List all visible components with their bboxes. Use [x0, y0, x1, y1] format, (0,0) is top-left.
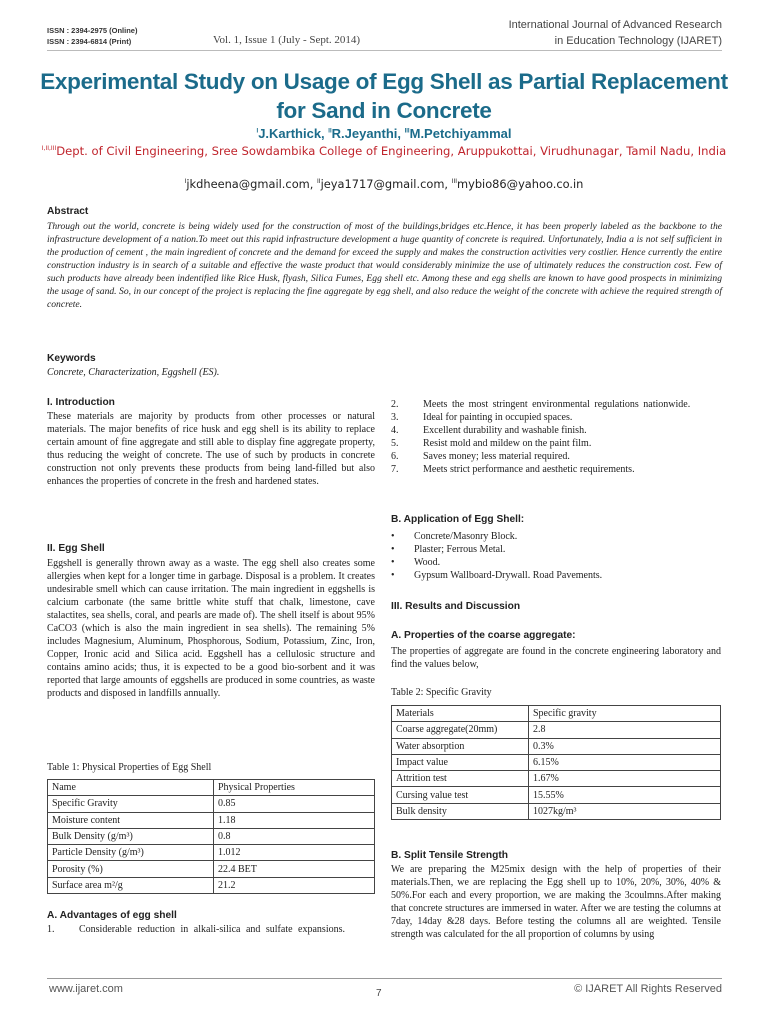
table-header-cell: Specific gravity [529, 706, 721, 722]
table-cell: 1027kg/m³ [529, 803, 721, 819]
author3: M.Petchiyammal [409, 126, 512, 141]
table-cell: Moisture content [48, 812, 214, 828]
bullet-icon: • [391, 544, 395, 556]
intro-text: These materials are majority by products from other processes or natural materials. The major benefits of rice husk and egg shell is its ability to replace certain amount of fine aggregate and still able to display fine aggregate property, thus reducing the weight of concrete. The use of such by products in concrete construction not only prevents these products from being land-filled but also enhances the properties of concrete in the fresh and hardened states. [47, 411, 375, 488]
header-divider [47, 50, 722, 51]
list-item [391, 450, 721, 463]
list-item [391, 556, 602, 569]
journal-name [509, 17, 722, 49]
table2 [391, 705, 721, 820]
list-item-text: Resist mold and mildew on the paint film. [423, 438, 592, 450]
table-row [392, 771, 721, 787]
author1: J.Karthick, [258, 126, 329, 141]
table-cell: Attrition test [392, 771, 529, 787]
table-cell: 15.55% [529, 787, 721, 803]
list-item-number: 1. [47, 924, 55, 935]
table-cell: Porosity (%) [48, 861, 214, 877]
journal-name-line2: in Education Technology (IJARET) [554, 35, 722, 47]
list-item-text: Meets strict performance and aesthetic requirements. [423, 464, 635, 476]
table-cell: 1.67% [529, 771, 721, 787]
advantages-list-part1 [47, 923, 375, 936]
affiliation-text: Dept. of Civil Engineering, Sree Sowdambika College of Engineering, Aruppukottai, Virudhunagar, Tamil Nadu, India [56, 144, 727, 158]
footer-copyright: © IJARET All Rights Reserved [574, 983, 722, 995]
table-row [392, 787, 721, 803]
email3-mark: III [451, 178, 457, 186]
table-row [48, 877, 375, 893]
list-item-text: Wood. [414, 557, 441, 569]
keywords-text: Concrete, Characterization, Eggshell (ES). [47, 367, 220, 378]
split-tensile-text: We are preparing the M25mix design with the help of properties of their materials.Then, we are replacing the Egg shell up to 10%, 20%, 30%, 40% & 50%.For each and every proportion, we are making the 3coulmns.After making that concrete structures are immersed in water. After we are testing the columns at 7day, 14day &28 days. Before testing the columns all are weighted. Tensile strength was calculated for the all proportion of columns by using [391, 864, 721, 941]
author2-mark: II [328, 128, 332, 135]
affiliation [40, 143, 728, 159]
list-item-text: Ideal for painting in occupied spaces. [423, 412, 573, 424]
list-item [47, 923, 375, 936]
email1-mark: I [184, 178, 187, 186]
issn-block [47, 25, 137, 47]
table-row [392, 803, 721, 819]
coarse-aggregate-heading: A. Properties of the coarse aggregate: [391, 630, 576, 641]
table-cell: 1.012 [214, 845, 375, 861]
abstract-text: Through out the world, concrete is being widely used for the construction of most of the buildings,bridges etc.Hence, it has been properly labeled as the backbone to the infrastructure development of a nation.To meet out this rapid infrastructure development a huge quantity of concrete is required. Unfortunately, India a is not self sufficient in the production of cement , the main ingredient of concrete and the demand for exceed the supply and makes the construction activities very costlier. Hence currently the entire construction industry is in search of a suitable and effective the waste product that would considerably minimize the use of ultimately reduces the construction cost. Few of such products have already been indentified like Rice Husk, flyash, Silica Fumes, Egg shell etc. Among these and egg shells are known to have good prospects in minimizing the usage of sand. So, in our concept of the project is replacing the fine aggregate by egg shell, and also reduce the weight of the concrete with achieve the required strength of concrete. [47, 221, 722, 310]
keywords-heading: Keywords [47, 353, 96, 364]
split-tensile-heading: B. Split Tensile Strength [391, 850, 508, 861]
footer-website[interactable]: www.ijaret.com [49, 983, 123, 995]
table-row [48, 861, 375, 877]
table-header-cell: Name [48, 780, 214, 796]
affiliation-mark: I,II,III [41, 145, 57, 153]
list-item-text: Concrete/Masonry Block. [414, 531, 518, 542]
eggshell-heading: II. Egg Shell [47, 543, 105, 554]
table-cell: 6.15% [529, 754, 721, 770]
table-cell: 1.18 [214, 812, 375, 828]
list-item-text: Meets the most stringent environmental regulations nationwide. [423, 399, 691, 410]
author1-mark: I [256, 128, 259, 135]
table-header-cell: Materials [392, 706, 529, 722]
author2: R.Jeyanthi, [331, 126, 405, 141]
table-cell: Cursing value test [392, 787, 529, 803]
author3-mark: III [404, 128, 410, 135]
list-item-text: Saves money; less material required. [423, 451, 570, 463]
list-item [391, 463, 721, 476]
table-cell: Impact value [392, 754, 529, 770]
results-text: The properties of aggregate are found in the concrete engineering laboratory and find the values below, [391, 646, 721, 671]
list-item [391, 398, 721, 411]
list-item [391, 411, 721, 424]
table-cell: 21.2 [214, 877, 375, 893]
bullet-icon: • [391, 531, 395, 542]
issn-online: ISSN : 2394-2975 (Online) [47, 26, 138, 35]
authors [0, 126, 768, 141]
table-cell: 0.85 [214, 796, 375, 812]
list-item [391, 543, 602, 556]
table-cell: Specific Gravity [48, 796, 214, 812]
footer-divider [47, 978, 722, 979]
table1-caption: Table 1: Physical Properties of Egg Shell [47, 762, 212, 773]
table-row [48, 812, 375, 828]
table-row [392, 722, 721, 738]
table-row [48, 796, 375, 812]
email1[interactable]: jkdheena@gmail.com, [186, 177, 318, 191]
application-list [391, 530, 602, 582]
list-item-text: Gypsum Wallboard-Drywall. Road Pavements. [414, 570, 603, 582]
list-item [391, 530, 602, 543]
eggshell-text: Eggshell is generally thrown away as a waste. The egg shell also creates some allergies when kept for a longer time in garbage. Disposal is a problem. It creates undesirable smell which can cause irritation. The main ingredient in eggshells is calcium carbonate (the same brittle white stuff that chalk, limestone, cave stalactites, sea shells, coral, and pearls are made of). The shell itself is about 95% CaCO3 (which is also the main ingredient in sea shells). The remaining 5% includes Magnesium, Aluminum, Phosphorous, Sodium, Potassium, Zinc, Iron, Copper, Ironic acid and Silica acid. Eggshell has a cellulosic structure and contains amino acids; thus, it is expected to be a good bio-sorbent and it was reported that large amounts of eggshells are produced in some countries, as waste products and disposed in landfills annually. [47, 558, 375, 700]
issn-print: ISSN : 2394-6814 (Print) [47, 37, 132, 46]
table-row [48, 828, 375, 844]
email2[interactable]: jeya1717@gmail.com, [320, 177, 452, 191]
table-cell: 0.8 [214, 828, 375, 844]
results-heading: III. Results and Discussion [391, 601, 521, 612]
table-row [392, 738, 721, 754]
advantages-list-part2 [391, 398, 721, 476]
paper-title: Experimental Study on Usage of Egg Shell as Partial Replacement for Sand in Concrete [40, 69, 728, 123]
list-item-text: Plaster; Ferrous Metal. [414, 544, 506, 556]
table-cell: Particle Density (g/m³) [48, 845, 214, 861]
volume-info: Vol. 1, Issue 1 (July - Sept. 2014) [213, 34, 361, 46]
author-emails [0, 177, 768, 191]
list-item-number: 7. [391, 464, 399, 476]
table-header-row [48, 780, 375, 796]
intro-heading: I. Introduction [47, 397, 115, 408]
list-item-number: 2. [391, 399, 399, 410]
list-item-text: Considerable reduction in alkali-silica and sulfate expansions. [79, 924, 345, 935]
table-cell: 22.4 BET [214, 861, 375, 877]
page-number: 7 [376, 988, 382, 999]
table-cell: Water absorption [392, 738, 529, 754]
advantages-heading: A. Advantages of egg shell [47, 910, 177, 921]
list-item [391, 569, 602, 582]
table2-caption: Table 2: Specific Gravity [391, 687, 492, 698]
email3[interactable]: mybio86@yahoo.co.in [456, 177, 584, 191]
table-row [392, 754, 721, 770]
application-heading: B. Application of Egg Shell: [391, 514, 525, 525]
email2-mark: II [317, 178, 321, 186]
table-cell: 2.8 [529, 722, 721, 738]
list-item-number: 3. [391, 412, 399, 424]
list-item-number: 6. [391, 451, 399, 463]
abstract-heading: Abstract [47, 206, 89, 217]
table1 [47, 779, 375, 894]
list-item [391, 437, 721, 450]
table-cell: Surface area m²/g [48, 877, 214, 893]
list-item-number: 4. [391, 425, 399, 437]
list-item [391, 424, 721, 437]
journal-name-line1: International Journal of Advanced Research [508, 19, 722, 31]
table-row [48, 845, 375, 861]
bullet-icon: • [391, 570, 395, 582]
list-item-text: Excellent durability and washable finish. [423, 425, 587, 437]
bullet-icon: • [391, 557, 395, 569]
table-cell: Coarse aggregate(20mm) [392, 722, 529, 738]
table-cell: Bulk density [392, 803, 529, 819]
table-cell: Bulk Density (g/m³) [48, 828, 214, 844]
table-header-cell: Physical Properties [214, 780, 375, 796]
list-item-number: 5. [391, 438, 399, 450]
table-cell: 0.3% [529, 738, 721, 754]
table-header-row [392, 706, 721, 722]
